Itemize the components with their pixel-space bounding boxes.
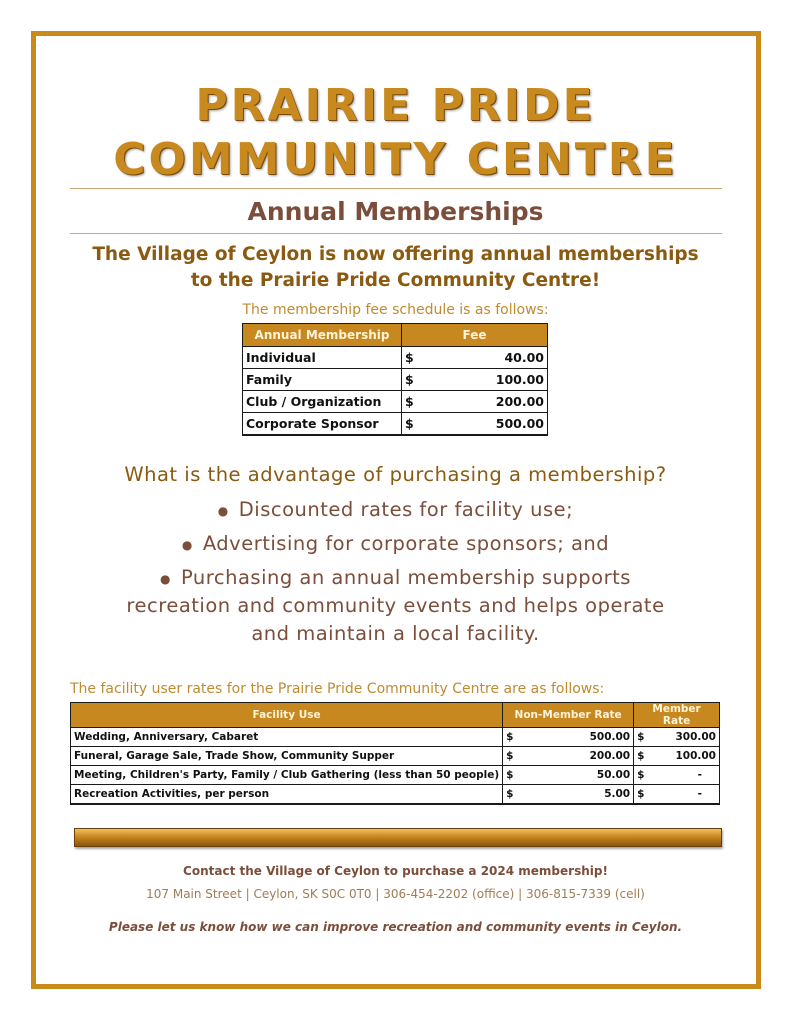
currency-symbol: $ <box>506 731 514 743</box>
currency-symbol: $ <box>405 350 414 365</box>
facility-use: Recreation Activities, per person <box>71 785 503 805</box>
divider-top <box>70 188 722 189</box>
bullet-dot-icon: ● <box>181 537 193 552</box>
non-member-rate-cell <box>503 785 634 805</box>
rate-amount: 100.00 <box>675 750 716 762</box>
rate-amount: 200.00 <box>589 750 631 762</box>
currency-symbol: $ <box>637 788 645 800</box>
currency-symbol: $ <box>506 750 514 762</box>
facility-rates-table <box>70 702 720 805</box>
fee-cell <box>402 369 548 391</box>
facility-use: Wedding, Anniversary, Cabaret <box>71 728 503 747</box>
column-header-facility-use: Facility Use <box>71 703 503 728</box>
facility-use: Funeral, Garage Sale, Trade Show, Community Supper <box>71 747 503 766</box>
non-member-rate-cell <box>503 766 634 785</box>
fee-amount: 40.00 <box>504 350 544 365</box>
member-rate-cell <box>634 785 720 805</box>
fee-amount: 100.00 <box>495 372 544 387</box>
advantage-question: What is the advantage of purchasing a membership? <box>124 463 667 486</box>
closing-line: Please let us know how we can improve recreation and community events in Ceylon. <box>108 920 683 934</box>
bullet-text: Purchasing an annual membership supports <box>181 566 631 589</box>
fee-amount: 500.00 <box>495 416 544 431</box>
non-member-rate-cell <box>503 747 634 766</box>
currency-symbol: $ <box>637 731 645 743</box>
title-line-2: COMMUNITY CENTRE <box>113 134 678 185</box>
member-rate-cell <box>634 728 720 747</box>
decorative-bar <box>74 828 722 847</box>
currency-symbol: $ <box>637 769 645 781</box>
member-rate-cell <box>634 747 720 766</box>
fee-schedule-caption: The membership fee schedule is as follows: <box>242 302 549 318</box>
bullet-continuation: recreation and community events and helps operate <box>126 594 665 617</box>
currency-symbol: $ <box>405 372 414 387</box>
rate-amount: 50.00 <box>596 769 631 781</box>
bullet-item-discounts <box>0 496 791 525</box>
member-rate-cell <box>634 766 720 785</box>
currency-symbol: $ <box>506 769 514 781</box>
page-subtitle: Annual Memberships <box>247 197 544 226</box>
rate-amount: - <box>697 769 702 781</box>
address-line: 107 Main Street | Ceylon, SK S0C 0T0 | 306-454-2202 (office) | 306-815-7339 (cell) <box>146 887 645 901</box>
currency-symbol: $ <box>506 788 514 800</box>
table-row <box>243 369 548 391</box>
table-row <box>243 391 548 413</box>
table-row <box>71 747 720 766</box>
currency-symbol: $ <box>405 416 414 431</box>
table-row <box>71 766 720 785</box>
currency-symbol: $ <box>405 394 414 409</box>
bullet-dot-icon: ● <box>217 503 229 518</box>
table-row <box>71 785 720 805</box>
divider-bottom <box>70 233 722 234</box>
facility-use: Meeting, Children's Party, Family / Club Gathering (less than 50 people) <box>71 766 503 785</box>
membership-fee-table <box>242 323 548 436</box>
rate-amount: 300.00 <box>675 731 716 743</box>
membership-type: Individual <box>243 347 402 369</box>
rate-amount: - <box>697 788 702 800</box>
fee-amount: 200.00 <box>495 394 544 409</box>
table-row <box>243 413 548 436</box>
bullet-item-advertising <box>0 530 791 559</box>
non-member-rate-cell <box>503 728 634 747</box>
bullet-text: Advertising for corporate sponsors; and <box>202 532 610 555</box>
bullet-dot-icon: ● <box>160 571 172 586</box>
bullet-continuation: and maintain a local facility. <box>251 622 540 645</box>
rate-amount: 500.00 <box>589 731 631 743</box>
column-header-member-rate: Member Rate <box>634 703 720 728</box>
currency-symbol: $ <box>637 750 645 762</box>
fee-cell <box>402 413 548 436</box>
contact-line: Contact the Village of Ceylon to purchase a 2024 membership! <box>183 864 608 878</box>
column-header-membership: Annual Membership <box>243 324 402 347</box>
title-line-1: PRAIRIE PRIDE <box>195 80 596 131</box>
table-row <box>71 728 720 747</box>
facility-rates-caption: The facility user rates for the Prairie Pride Community Centre are as follows: <box>70 681 605 697</box>
bullet-text: Discounted rates for facility use; <box>238 498 574 521</box>
column-header-fee: Fee <box>402 324 548 347</box>
table-row <box>243 347 548 369</box>
membership-type: Corporate Sponsor <box>243 413 402 436</box>
membership-type: Club / Organization <box>243 391 402 413</box>
intro-line-1: The Village of Ceylon is now offering annual memberships <box>92 244 699 265</box>
membership-type: Family <box>243 369 402 391</box>
fee-cell <box>402 391 548 413</box>
column-header-non-member-rate: Non-Member Rate <box>503 703 634 728</box>
bullet-item-support <box>0 564 791 593</box>
rate-amount: 5.00 <box>604 788 631 800</box>
intro-line-2: to the Prairie Pride Community Centre! <box>190 270 601 291</box>
fee-cell <box>402 347 548 369</box>
